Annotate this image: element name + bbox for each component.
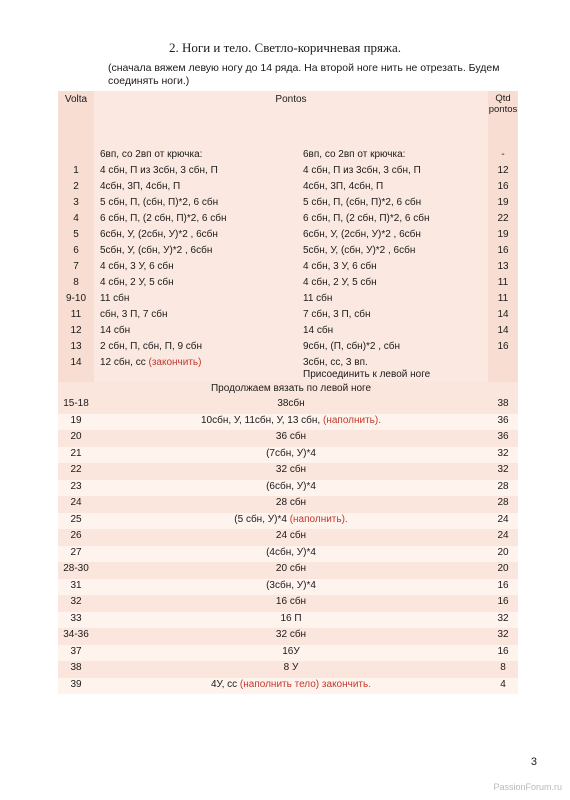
row-left-leg: 6 сбн, П, (2 сбн, П)*2, 6 сбн xyxy=(100,213,227,224)
row-right-leg: 5 сбн, П, (сбн, П)*2, 6 сбн xyxy=(303,197,422,208)
row-qtd: 19 xyxy=(497,197,509,208)
table-row xyxy=(58,148,518,164)
row-volta: 27 xyxy=(70,546,82,558)
row-qtd: 11 xyxy=(497,293,509,304)
row-pontos-text: 36 сбн xyxy=(275,431,307,442)
table-row xyxy=(58,447,518,464)
row-qtd: 24 xyxy=(497,513,509,525)
row-right-leg: 14 сбн xyxy=(303,325,334,336)
row-volta: 20 xyxy=(70,431,82,442)
row-pontos-text: (5 сбн, У)*4 xyxy=(234,513,287,525)
table-row xyxy=(58,678,518,695)
row-volta: 33 xyxy=(70,612,82,624)
page-title: 2. Ноги и тело. Светло-коричневая пряжа. xyxy=(168,40,402,55)
row-left-leg: 4 сбн, 2 У, 5 сбн xyxy=(100,277,174,288)
table-row xyxy=(58,164,518,180)
row-qtd: 32 xyxy=(497,629,509,640)
row-volta: 26 xyxy=(70,530,82,541)
row-left-leg: 11 сбн xyxy=(100,293,130,304)
row-volta: 24 xyxy=(70,497,82,508)
row-volta: 2 xyxy=(73,181,79,192)
row-volta: 39 xyxy=(70,678,82,690)
page-number: 3 xyxy=(530,756,537,768)
row-pontos xyxy=(96,628,486,641)
row-pontos-text: (7сбн, У)*4 xyxy=(266,447,316,459)
row-pontos xyxy=(96,513,486,526)
table-row xyxy=(58,228,518,244)
table-row xyxy=(58,260,518,276)
row-volta: 25 xyxy=(70,513,82,525)
row-right-leg: 9сбн, (П, сбн)*2 , сбн xyxy=(303,341,401,352)
row-right-leg: 4 сбн, П из 3сбн, 3 сбн, П xyxy=(303,165,421,176)
row-pontos-text: (3сбн, У)*4 xyxy=(266,579,316,591)
row-volta: 9-10 xyxy=(65,293,86,304)
header-qtd: Qtd pontos xyxy=(488,93,518,115)
row-qtd: 12 xyxy=(497,165,509,176)
row-qtd: 13 xyxy=(497,261,509,272)
row-volta: 37 xyxy=(70,645,82,657)
watermark: PassionForum.ru xyxy=(493,782,562,792)
row-pontos-text: 32 сбн xyxy=(275,464,307,475)
row-qtd: 20 xyxy=(497,546,509,558)
row-qtd: 38 xyxy=(497,398,509,409)
table-row xyxy=(58,562,518,579)
row-14-left-text: 12 сбн, сс xyxy=(100,357,146,368)
row-left-leg: 5 сбн, П, (сбн, П)*2, 6 сбн xyxy=(100,197,219,208)
table-row xyxy=(58,180,518,196)
legs-rows xyxy=(58,148,518,356)
row-right-leg: 6вп, со 2вп от крючка: xyxy=(303,149,406,160)
row-qtd: 28 xyxy=(497,480,509,492)
row-volta: 19 xyxy=(70,414,82,426)
row-volta: 1 xyxy=(73,165,79,176)
row-pontos-text: 4У, сс xyxy=(210,678,238,690)
row-qtd: 32 xyxy=(497,464,509,475)
row-pontos-red: (наполнить). xyxy=(322,414,381,426)
subheader-band xyxy=(94,131,488,148)
row-pontos xyxy=(96,463,486,476)
row-volta: 13 xyxy=(70,341,82,352)
table-row xyxy=(58,196,518,212)
table-row xyxy=(58,546,518,563)
row-volta: 38 xyxy=(70,662,82,673)
table-row xyxy=(58,661,518,678)
row-left-leg: 4 сбн, 3 У, 6 сбн xyxy=(100,261,174,272)
row-right-leg: 4 сбн, 2 У, 5 сбн xyxy=(303,277,377,288)
row-left-leg: 6вп, со 2вп от крючка: xyxy=(100,149,203,160)
table-row xyxy=(58,292,518,308)
row-qtd: 14 xyxy=(497,325,509,336)
row-volta: 5 xyxy=(73,229,79,240)
table-row xyxy=(58,496,518,513)
row-pontos-text: 8 У xyxy=(283,662,299,673)
row-qtd: 16 xyxy=(497,645,509,657)
row-pontos-red: (наполнить). xyxy=(289,513,348,525)
header-pontos: Pontos xyxy=(275,94,307,105)
row-volta: 31 xyxy=(70,579,82,591)
row-right-leg: 4сбн, 3П, 4сбн, П xyxy=(303,181,384,192)
row-pontos-text: 16У xyxy=(282,645,300,657)
row-pontos xyxy=(96,645,486,658)
pattern-table xyxy=(58,91,518,694)
row-right-leg: 5сбн, У, (сбн, У)*2 , 6сбн xyxy=(303,245,416,256)
row-band xyxy=(94,324,488,340)
row-left-leg: 14 сбн xyxy=(100,325,131,336)
subheader-spacer xyxy=(58,131,518,148)
row-right-leg: 7 сбн, 3 П, сбн xyxy=(303,309,371,320)
table-row xyxy=(58,645,518,662)
table-row xyxy=(58,579,518,596)
row-14-left-red: (закончить) xyxy=(148,357,202,368)
row-qtd: 16 xyxy=(497,181,509,192)
row-volta: 6 xyxy=(73,245,79,256)
row-volta: 11 xyxy=(70,309,82,320)
row-14-volta: 14 xyxy=(70,357,82,368)
row-qtd: 32 xyxy=(497,612,509,624)
row-pontos-text: 32 сбн xyxy=(275,629,307,640)
table-row xyxy=(58,480,518,497)
row-volta: 28-30 xyxy=(63,563,89,574)
row-pontos xyxy=(96,595,486,608)
row-pontos xyxy=(96,579,486,592)
row-pontos xyxy=(96,562,486,575)
row-pontos xyxy=(96,661,486,674)
row-pontos-text: (6сбн, У)*4 xyxy=(266,480,316,492)
row-pontos xyxy=(96,414,486,427)
row-right-leg: 4 сбн, 3 У, 6 сбн xyxy=(303,261,377,272)
table-row xyxy=(58,397,518,414)
row-volta: 15-18 xyxy=(63,398,89,409)
table-row xyxy=(58,414,518,431)
row-qtd: - xyxy=(501,149,505,160)
table-row xyxy=(58,612,518,629)
row-left-leg: 4сбн, 3П, 4сбн, П xyxy=(100,181,181,192)
continue-row xyxy=(58,382,518,397)
row-pontos xyxy=(96,430,486,443)
row-pontos-text: 16 П xyxy=(280,612,302,624)
row-14 xyxy=(58,356,518,382)
row-left-leg: 2 сбн, П, сбн, П, 9 сбн xyxy=(100,341,203,352)
row-pontos-text: 24 сбн xyxy=(275,530,307,541)
row-qtd: 16 xyxy=(497,596,509,607)
row-qtd: 16 xyxy=(497,245,509,256)
table-row xyxy=(58,308,518,324)
row-qtd: 32 xyxy=(497,447,509,459)
table-row xyxy=(58,324,518,340)
row-pontos xyxy=(96,678,486,691)
row-qtd: 28 xyxy=(497,497,509,508)
row-pontos xyxy=(96,612,486,625)
row-volta: 21 xyxy=(70,447,82,459)
table-row xyxy=(58,529,518,546)
row-pontos-text: 28 сбн xyxy=(275,497,307,508)
row-volta: 4 xyxy=(73,213,79,224)
row-14-right-2: Присоединить к левой ноге xyxy=(303,369,431,380)
table-row xyxy=(58,595,518,612)
body-rows xyxy=(58,397,518,694)
row-left-leg: 4 сбн, П из 3сбн, 3 сбн, П xyxy=(100,165,218,176)
row-pontos-text: 10сбн, У, 11сбн, У, 13 сбн, xyxy=(200,414,321,426)
table-row xyxy=(58,513,518,530)
intro-note: (сначала вяжем левую ногу до 14 ряда. На второй ноге нить не отрезать. Будем соединять ноги.) xyxy=(108,62,500,87)
row-qtd: 19 xyxy=(497,229,509,240)
table-row xyxy=(58,463,518,480)
row-volta: 32 xyxy=(70,596,82,607)
row-volta: 12 xyxy=(70,325,82,336)
table-row xyxy=(58,244,518,260)
row-qtd: 36 xyxy=(497,431,509,442)
row-pontos xyxy=(96,529,486,542)
row-qtd: 24 xyxy=(497,530,509,541)
table-header xyxy=(58,91,518,131)
table-row xyxy=(58,628,518,645)
row-pontos xyxy=(96,447,486,460)
row-qtd: 16 xyxy=(497,341,509,352)
row-pontos xyxy=(96,496,486,509)
row-qtd: 16 xyxy=(497,579,509,591)
row-pontos-text: 38сбн xyxy=(277,398,305,409)
row-band xyxy=(94,292,488,308)
row-right-leg: 6 сбн, П, (2 сбн, П)*2, 6 сбн xyxy=(303,213,430,224)
row-qtd: 14 xyxy=(497,309,509,320)
row-pontos xyxy=(96,480,486,493)
continue-label: Продолжаем вязать по левой ноге xyxy=(210,383,372,394)
row-qtd: 11 xyxy=(497,277,509,288)
row-qtd: 8 xyxy=(500,662,506,673)
row-volta: 22 xyxy=(70,464,82,475)
row-qtd: 20 xyxy=(497,563,509,574)
row-qtd: 4 xyxy=(500,678,506,690)
row-pontos-text: 16 сбн xyxy=(275,596,307,607)
row-right-leg: 6сбн, У, (2сбн, У)*2 , 6сбн xyxy=(303,229,421,240)
row-pontos xyxy=(96,397,486,410)
row-pontos-text: 20 сбн xyxy=(275,563,307,574)
table-row xyxy=(58,276,518,292)
row-qtd: 36 xyxy=(497,414,509,426)
row-left-leg: 5сбн, У, (сбн, У)*2 , 6сбн xyxy=(100,245,213,256)
table-row xyxy=(58,340,518,356)
table-row xyxy=(58,212,518,228)
row-volta: 8 xyxy=(73,277,79,288)
table-row xyxy=(58,430,518,447)
row-volta: 3 xyxy=(73,197,79,208)
row-left-leg: сбн, 3 П, 7 сбн xyxy=(100,309,168,320)
row-volta: 7 xyxy=(73,261,79,272)
row-right-leg: 11 сбн xyxy=(303,293,333,304)
row-volta: 34-36 xyxy=(63,629,89,640)
row-14-left xyxy=(100,356,201,369)
row-pontos xyxy=(96,546,486,559)
row-qtd: 22 xyxy=(497,213,509,224)
row-volta: 23 xyxy=(70,480,82,492)
row-pontos-red: (наполнить тело) закончить. xyxy=(239,678,372,690)
row-14-right-1: 3сбн, сс, 3 вп. xyxy=(303,357,368,368)
row-pontos-text: (4сбн, У)*4 xyxy=(266,546,316,558)
header-volta: Volta xyxy=(64,94,88,105)
row-left-leg: 6сбн, У, (2сбн, У)*2 , 6сбн xyxy=(100,229,218,240)
